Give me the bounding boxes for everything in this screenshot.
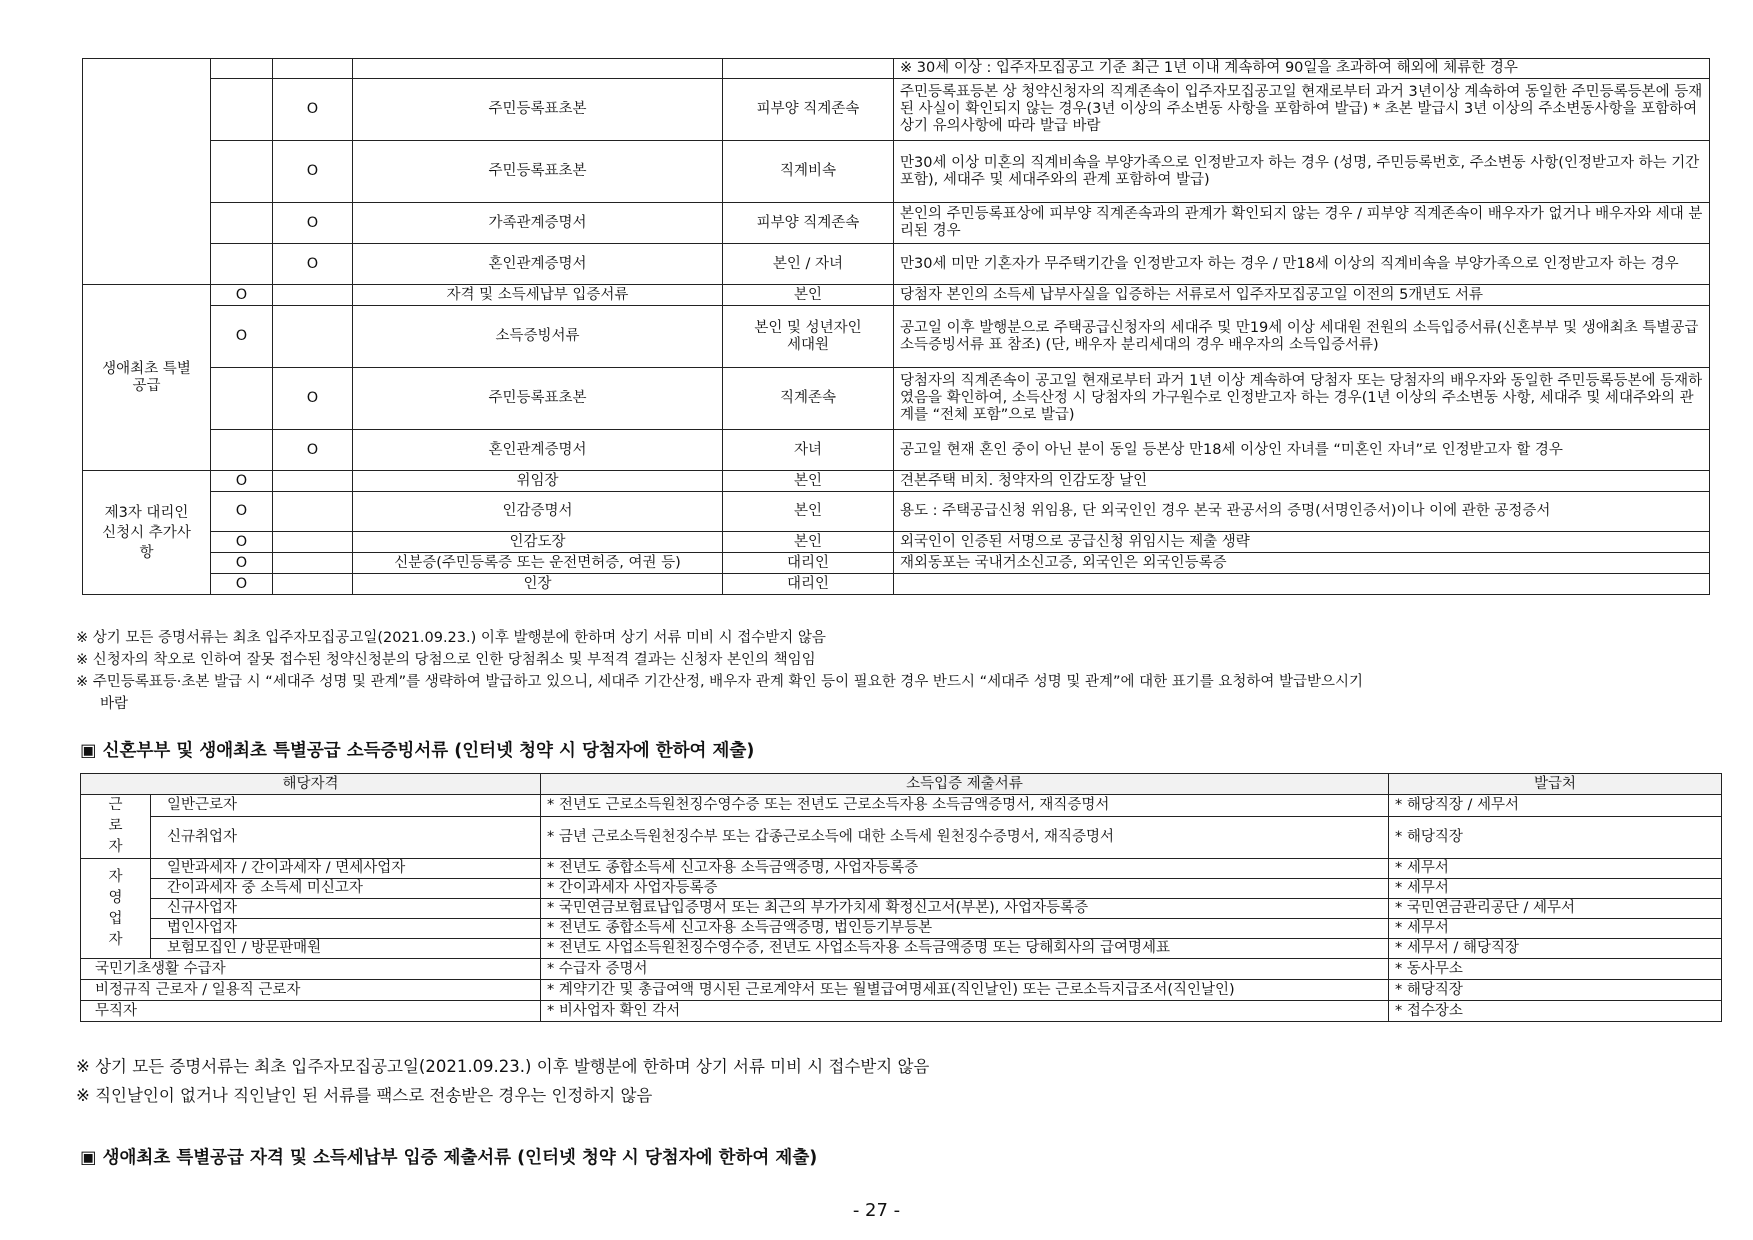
table-row — [81, 816, 1722, 858]
income-docs: * 수급자 증명서 — [541, 959, 1389, 980]
income-docs: * 금년 근로소득원천징수부 또는 갑종근로소득에 대한 소득세 원천징수증명서, 재직증명서 — [541, 816, 1389, 858]
column-header: 해당자격 — [81, 774, 541, 795]
note-line: ※ 신청자의 착오로 인하여 잘못 접수된 청약신청분의 당첨으로 인한 당첨취소 및 부적격 결과는 신청자 본인의 책임임 — [76, 652, 816, 668]
required-mark: O — [273, 430, 353, 471]
required-mark: O — [211, 532, 273, 553]
doc-description: 외국인이 인증된 서명으로 공급신청 위임시는 제출 생략 — [894, 532, 1710, 553]
qualification: 보험모집인 / 방문판매원 — [151, 939, 541, 959]
doc-target: 본인 및 성년자인 세대원 — [723, 306, 894, 368]
issuer: * 접수장소 — [1389, 1001, 1722, 1022]
doc-name: 신분증(주민등록증 또는 운전면허증, 여권 등) — [353, 553, 723, 574]
table-row — [81, 879, 1722, 899]
doc-description: 당첨자 본인의 소득세 납부사실을 입증하는 서류로서 입주자모집공고일 이전의 5개년도 서류 — [894, 285, 1710, 306]
table-row — [83, 574, 1710, 595]
note-line-continued: 바람 — [100, 696, 129, 712]
column-header: 소득입증 제출서류 — [541, 774, 1389, 795]
table-row — [81, 959, 1722, 980]
note-line: ※ 주민등록표등·초본 발급 시 “세대주 성명 및 관계”를 생략하여 발급하고 있으니, 세대주 기간산정, 배우자 관계 확인 등이 필요한 경우 반드시 “세대주 성명 및 관계”에 대한 표기를 요청하여 발급받으시기 — [76, 674, 1364, 690]
doc-target: 본인 — [723, 492, 894, 532]
note-line: ※ 상기 모든 증명서류는 최초 입주자모집공고일(2021.09.23.) 이후 발행분에 한하며 상기 서류 미비 시 접수받지 않음 — [76, 1057, 930, 1076]
issuer: * 동사무소 — [1389, 959, 1722, 980]
qualification: 국민기초생활 수급자 — [81, 959, 541, 980]
doc-name: 주민등록표초본 — [353, 141, 723, 203]
doc-target: 본인 — [723, 471, 894, 492]
doc-description: 본인의 주민등록표상에 피부양 직계존속과의 관계가 확인되지 않는 경우 / 피부양 직계존속이 배우자가 없거나 배우자와 세대 분리된 경우 — [894, 203, 1710, 244]
table-row — [83, 430, 1710, 471]
issuer: * 세무서 — [1389, 919, 1722, 939]
doc-description: 견본주택 비치. 청약자의 인감도장 날인 — [894, 471, 1710, 492]
table-row — [83, 306, 1710, 368]
note-line: ※ 상기 모든 증명서류는 최초 입주자모집공고일(2021.09.23.) 이후 발행분에 한하며 상기 서류 미비 시 접수받지 않음 — [76, 630, 826, 646]
section-heading-income-docs: ▣ 신혼부부 및 생애최초 특별공급 소득증빙서류 (인터넷 청약 시 당첨자에 한하여 제출) — [80, 741, 755, 761]
section-heading-first-time-docs: ▣ 생애최초 특별공급 자격 및 소득세납부 입증 제출서류 (인터넷 청약 시 당첨자에 한하여 제출) — [80, 1148, 818, 1168]
doc-name: 인감도장 — [353, 532, 723, 553]
doc-description: 만30세 미만 기혼자가 무주택기간을 인정받고자 하는 경우 / 만18세 이상의 직계비속을 부양가족으로 인정받고자 하는 경우 — [894, 244, 1710, 285]
doc-description: 용도 : 주택공급신청 위임용, 단 외국인인 경우 본국 관공서의 증명(서명인증서)이나 이에 관한 공정증서 — [894, 492, 1710, 532]
qualification: 간이과세자 중 소득세 미신고자 — [151, 879, 541, 899]
group-cell — [83, 59, 211, 285]
doc-description: 주민등록표등본 상 청약신청자의 직계존속이 입주자모집공고일 현재로부터 과거 3년이상 계속하여 동일한 주민등록등본에 등재된 사실이 확인되지 않는 경우(3년 이상의 주소변동 사항을 포함하여 발급) * 초본 발급시 3년 이상의 주소변동사항을 포함하여 상기 유의사항에 따라 발급 바람 — [894, 79, 1710, 141]
doc-description: 재외동포는 국내거소신고증, 외국인은 외국인등록증 — [894, 553, 1710, 574]
income-proof-table — [80, 773, 1722, 1022]
required-mark: O — [211, 306, 273, 368]
doc-description: ※ 30세 이상 : 입주자모집공고 기준 최근 1년 이내 계속하여 90일을 초과하여 해외에 체류한 경우 — [894, 59, 1710, 79]
doc-target: 대리인 — [723, 553, 894, 574]
qualification: 비정규직 근로자 / 일용직 근로자 — [81, 980, 541, 1001]
doc-target: 직계존속 — [723, 368, 894, 430]
doc-description: 공고일 현재 혼인 중이 아닌 분이 동일 등본상 만18세 이상인 자녀를 “미혼인 자녀”로 인정받고자 할 경우 — [894, 430, 1710, 471]
doc-target: 본인 — [723, 285, 894, 306]
table-row — [83, 285, 1710, 306]
column-header: 발급처 — [1389, 774, 1722, 795]
table-row — [83, 492, 1710, 532]
table-row — [83, 203, 1710, 244]
required-mark: O — [273, 244, 353, 285]
doc-name: 주민등록표초본 — [353, 368, 723, 430]
table-row — [81, 859, 1722, 879]
group-label-third-party: 제3자 대리인 신청시 추가사항 — [83, 471, 211, 595]
doc-name: 혼인관계증명서 — [353, 430, 723, 471]
table-row — [83, 471, 1710, 492]
doc-target: 본인 — [723, 532, 894, 553]
income-docs: * 전년도 종합소득세 신고자용 소득금액증명, 법인등기부등본 — [541, 919, 1389, 939]
required-mark: O — [211, 285, 273, 306]
doc-name: 주민등록표초본 — [353, 79, 723, 141]
notes-section — [76, 627, 1706, 715]
required-mark: O — [273, 203, 353, 244]
page-number: - 27 - — [852, 1200, 901, 1221]
required-mark: O — [273, 79, 353, 141]
qualification: 신규사업자 — [151, 899, 541, 919]
qualification: 일반과세자 / 간이과세자 / 면세사업자 — [151, 859, 541, 879]
issuer: * 국민연금관리공단 / 세무서 — [1389, 899, 1722, 919]
doc-name: 인감증명서 — [353, 492, 723, 532]
issuer: * 세무서 / 해당직장 — [1389, 939, 1722, 959]
required-mark: O — [211, 492, 273, 532]
doc-target: 자녀 — [723, 430, 894, 471]
doc-description — [894, 574, 1710, 595]
income-docs: * 비사업자 확인 각서 — [541, 1001, 1389, 1022]
doc-name: 혼인관계증명서 — [353, 244, 723, 285]
income-docs: * 계약기간 및 총급여액 명시된 근로계약서 또는 월별급여명세표(직인날인) 또는 근로소득지급조서(직인날인) — [541, 980, 1389, 1001]
note-line: ※ 직인날인이 없거나 직인날인 된 서류를 팩스로 전송받은 경우는 인정하지 않음 — [76, 1086, 653, 1105]
required-mark: O — [211, 471, 273, 492]
doc-name: 자격 및 소득세납부 입증서류 — [353, 285, 723, 306]
required-documents-table — [82, 58, 1710, 595]
doc-description: 당첨자의 직계존속이 공고일 현재로부터 과거 1년 이상 계속하여 당첨자 또는 당첨자의 배우자와 동일한 주민등록등본에 등재하였음을 확인하여, 소득산정 시 당첨자의 가구원수로 인정받고자 하는 경우(1년 이상의 주소변동 사항, 세대주 및 세대주와의 관계를 “전체 포함”으로 발급) — [894, 368, 1710, 430]
required-mark: O — [273, 141, 353, 203]
required-mark: O — [273, 368, 353, 430]
income-docs: * 국민연금보험료납입증명서 또는 최근의 부가가치세 확정신고서(부본), 사업자등록증 — [541, 899, 1389, 919]
table-row — [81, 795, 1722, 817]
qualification: 일반근로자 — [151, 795, 541, 817]
table-header-row — [81, 774, 1722, 795]
table-row — [83, 59, 1710, 79]
income-docs: * 간이과세자 사업자등록증 — [541, 879, 1389, 899]
table-row — [83, 79, 1710, 141]
doc-name: 가족관계증명서 — [353, 203, 723, 244]
doc-description: 공고일 이후 발행분으로 주택공급신청자의 세대주 및 만19세 이상 세대원 전원의 소득입증서류(신혼부부 및 생애최초 특별공급 소득증빙서류 표 참조) (단, 배우자 분리세대의 경우 배우자의 소득입증서류) — [894, 306, 1710, 368]
issuer: * 해당직장 — [1389, 980, 1722, 1001]
group-label-worker: 근로자 — [81, 795, 151, 859]
issuer: * 해당직장 / 세무서 — [1389, 795, 1722, 817]
doc-target: 대리인 — [723, 574, 894, 595]
group-label-self-employed: 자영업자 — [81, 859, 151, 959]
table-row — [83, 141, 1710, 203]
qualification: 무직자 — [81, 1001, 541, 1022]
table-row — [83, 532, 1710, 553]
qualification: 법인사업자 — [151, 919, 541, 939]
income-docs: * 전년도 종합소득세 신고자용 소득금액증명, 사업자등록증 — [541, 859, 1389, 879]
required-mark: O — [211, 574, 273, 595]
notes-section-2 — [76, 1052, 929, 1110]
doc-target: 피부양 직계존속 — [723, 79, 894, 141]
income-docs: * 전년도 사업소득원천징수영수증, 전년도 사업소득자용 소득금액증명 또는 당해회사의 급여명세표 — [541, 939, 1389, 959]
table-row — [81, 899, 1722, 919]
doc-target: 직계비속 — [723, 141, 894, 203]
issuer: * 세무서 — [1389, 879, 1722, 899]
doc-description: 만30세 이상 미혼의 직계비속을 부양가족으로 인정받고자 하는 경우 (성명, 주민등록번호, 주소변동 사항(인정받고자 하는 기간 포함), 세대주 및 세대주와의 관계 포함하여 발급) — [894, 141, 1710, 203]
doc-target: 피부양 직계존속 — [723, 203, 894, 244]
table-row — [81, 939, 1722, 959]
table-row — [81, 980, 1722, 1001]
doc-name: 위임장 — [353, 471, 723, 492]
table-row — [81, 919, 1722, 939]
group-label-first-time: 생애최초 특별공급 — [83, 285, 211, 471]
income-docs: * 전년도 근로소득원천징수영수증 또는 전년도 근로소득자용 소득금액증명서, 재직증명서 — [541, 795, 1389, 817]
doc-name: 소득증빙서류 — [353, 306, 723, 368]
issuer: * 해당직장 — [1389, 816, 1722, 858]
table-row — [83, 368, 1710, 430]
table-row — [83, 553, 1710, 574]
doc-target: 본인 / 자녀 — [723, 244, 894, 285]
doc-name: 인장 — [353, 574, 723, 595]
table-row — [83, 244, 1710, 285]
required-mark: O — [211, 553, 273, 574]
qualification: 신규취업자 — [151, 816, 541, 858]
issuer: * 세무서 — [1389, 859, 1722, 879]
table-row — [81, 1001, 1722, 1022]
